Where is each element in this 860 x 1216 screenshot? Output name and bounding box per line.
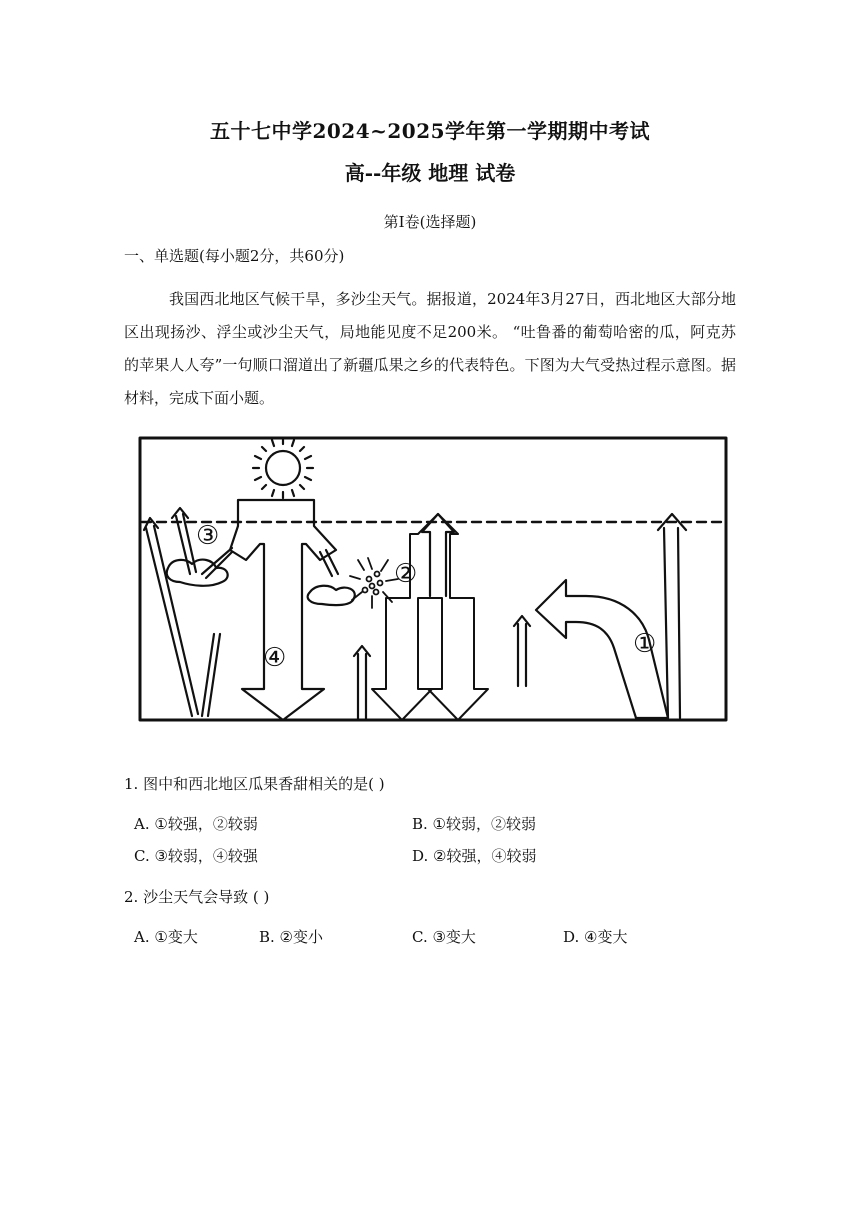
section-label: 一、单选题(每小题2分，共60分) [124, 247, 345, 265]
small-up-arrow [354, 646, 370, 720]
label-two: ② [394, 559, 418, 589]
label-three: ③ [196, 521, 220, 551]
question-1-option-c[interactable]: C. ③较弱，④较强 [134, 847, 258, 865]
question-2-option-a[interactable]: A. ①变大 [134, 928, 198, 946]
passage [124, 283, 736, 415]
cloud-left [167, 560, 228, 586]
part-label: 第Ⅰ卷(选择题) [383, 213, 477, 231]
sun-icon [253, 438, 313, 498]
exam-subtitle: 高--年级 地理 试卷 [344, 161, 516, 185]
solar-radiation-arrow [230, 500, 336, 720]
question-1-option-b[interactable]: B. ①较弱，②较弱 [412, 815, 537, 833]
passage-line: 我国西北地区气候干旱，多沙尘天气。据报道，2024年3月27日，西北地区大部分地 [169, 290, 736, 308]
diagram-frame [140, 438, 726, 720]
exam-title: 五十七中学2024~2025学年第一学期期中考试 [209, 119, 651, 143]
small-up-arrow [514, 616, 530, 686]
atmospheric-heating-diagram [136, 434, 730, 724]
question-2-option-c[interactable]: C. ③变大 [412, 928, 476, 946]
question-1-option-a[interactable]: A. ①较强，②较弱 [134, 815, 258, 833]
ground-reflection-arrow [146, 526, 198, 716]
right-up-arrow [658, 514, 686, 718]
passage-line: 的苹果人人夸”一句顺口溜道出了新疆瓜果之乡的代表特色。下图为大气受热过程示意图。据 [124, 356, 736, 374]
question-2-option-b[interactable]: B. ②变小 [259, 928, 324, 946]
passage-line: 材料，完成下面小题。 [124, 389, 275, 407]
question-2-stem: 2. 沙尘天气会导致 ( ) [124, 888, 270, 906]
passage-line: 区出现扬沙、浮尘或沙尘天气，局地能见度不足200米。 “吐鲁番的葡萄哈密的瓜，阿克苏 [124, 323, 736, 341]
cloud-right [308, 586, 355, 605]
label-four: ④ [263, 643, 287, 673]
question-2-option-d[interactable]: D. ④变大 [563, 928, 628, 946]
dust-particles [350, 558, 398, 608]
question-1-stem: 1. 图中和西北地区瓜果香甜相关的是( ) [124, 775, 385, 793]
question-1-option-d[interactable]: D. ②较强，④较弱 [412, 847, 537, 865]
label-one: ① [633, 629, 657, 659]
